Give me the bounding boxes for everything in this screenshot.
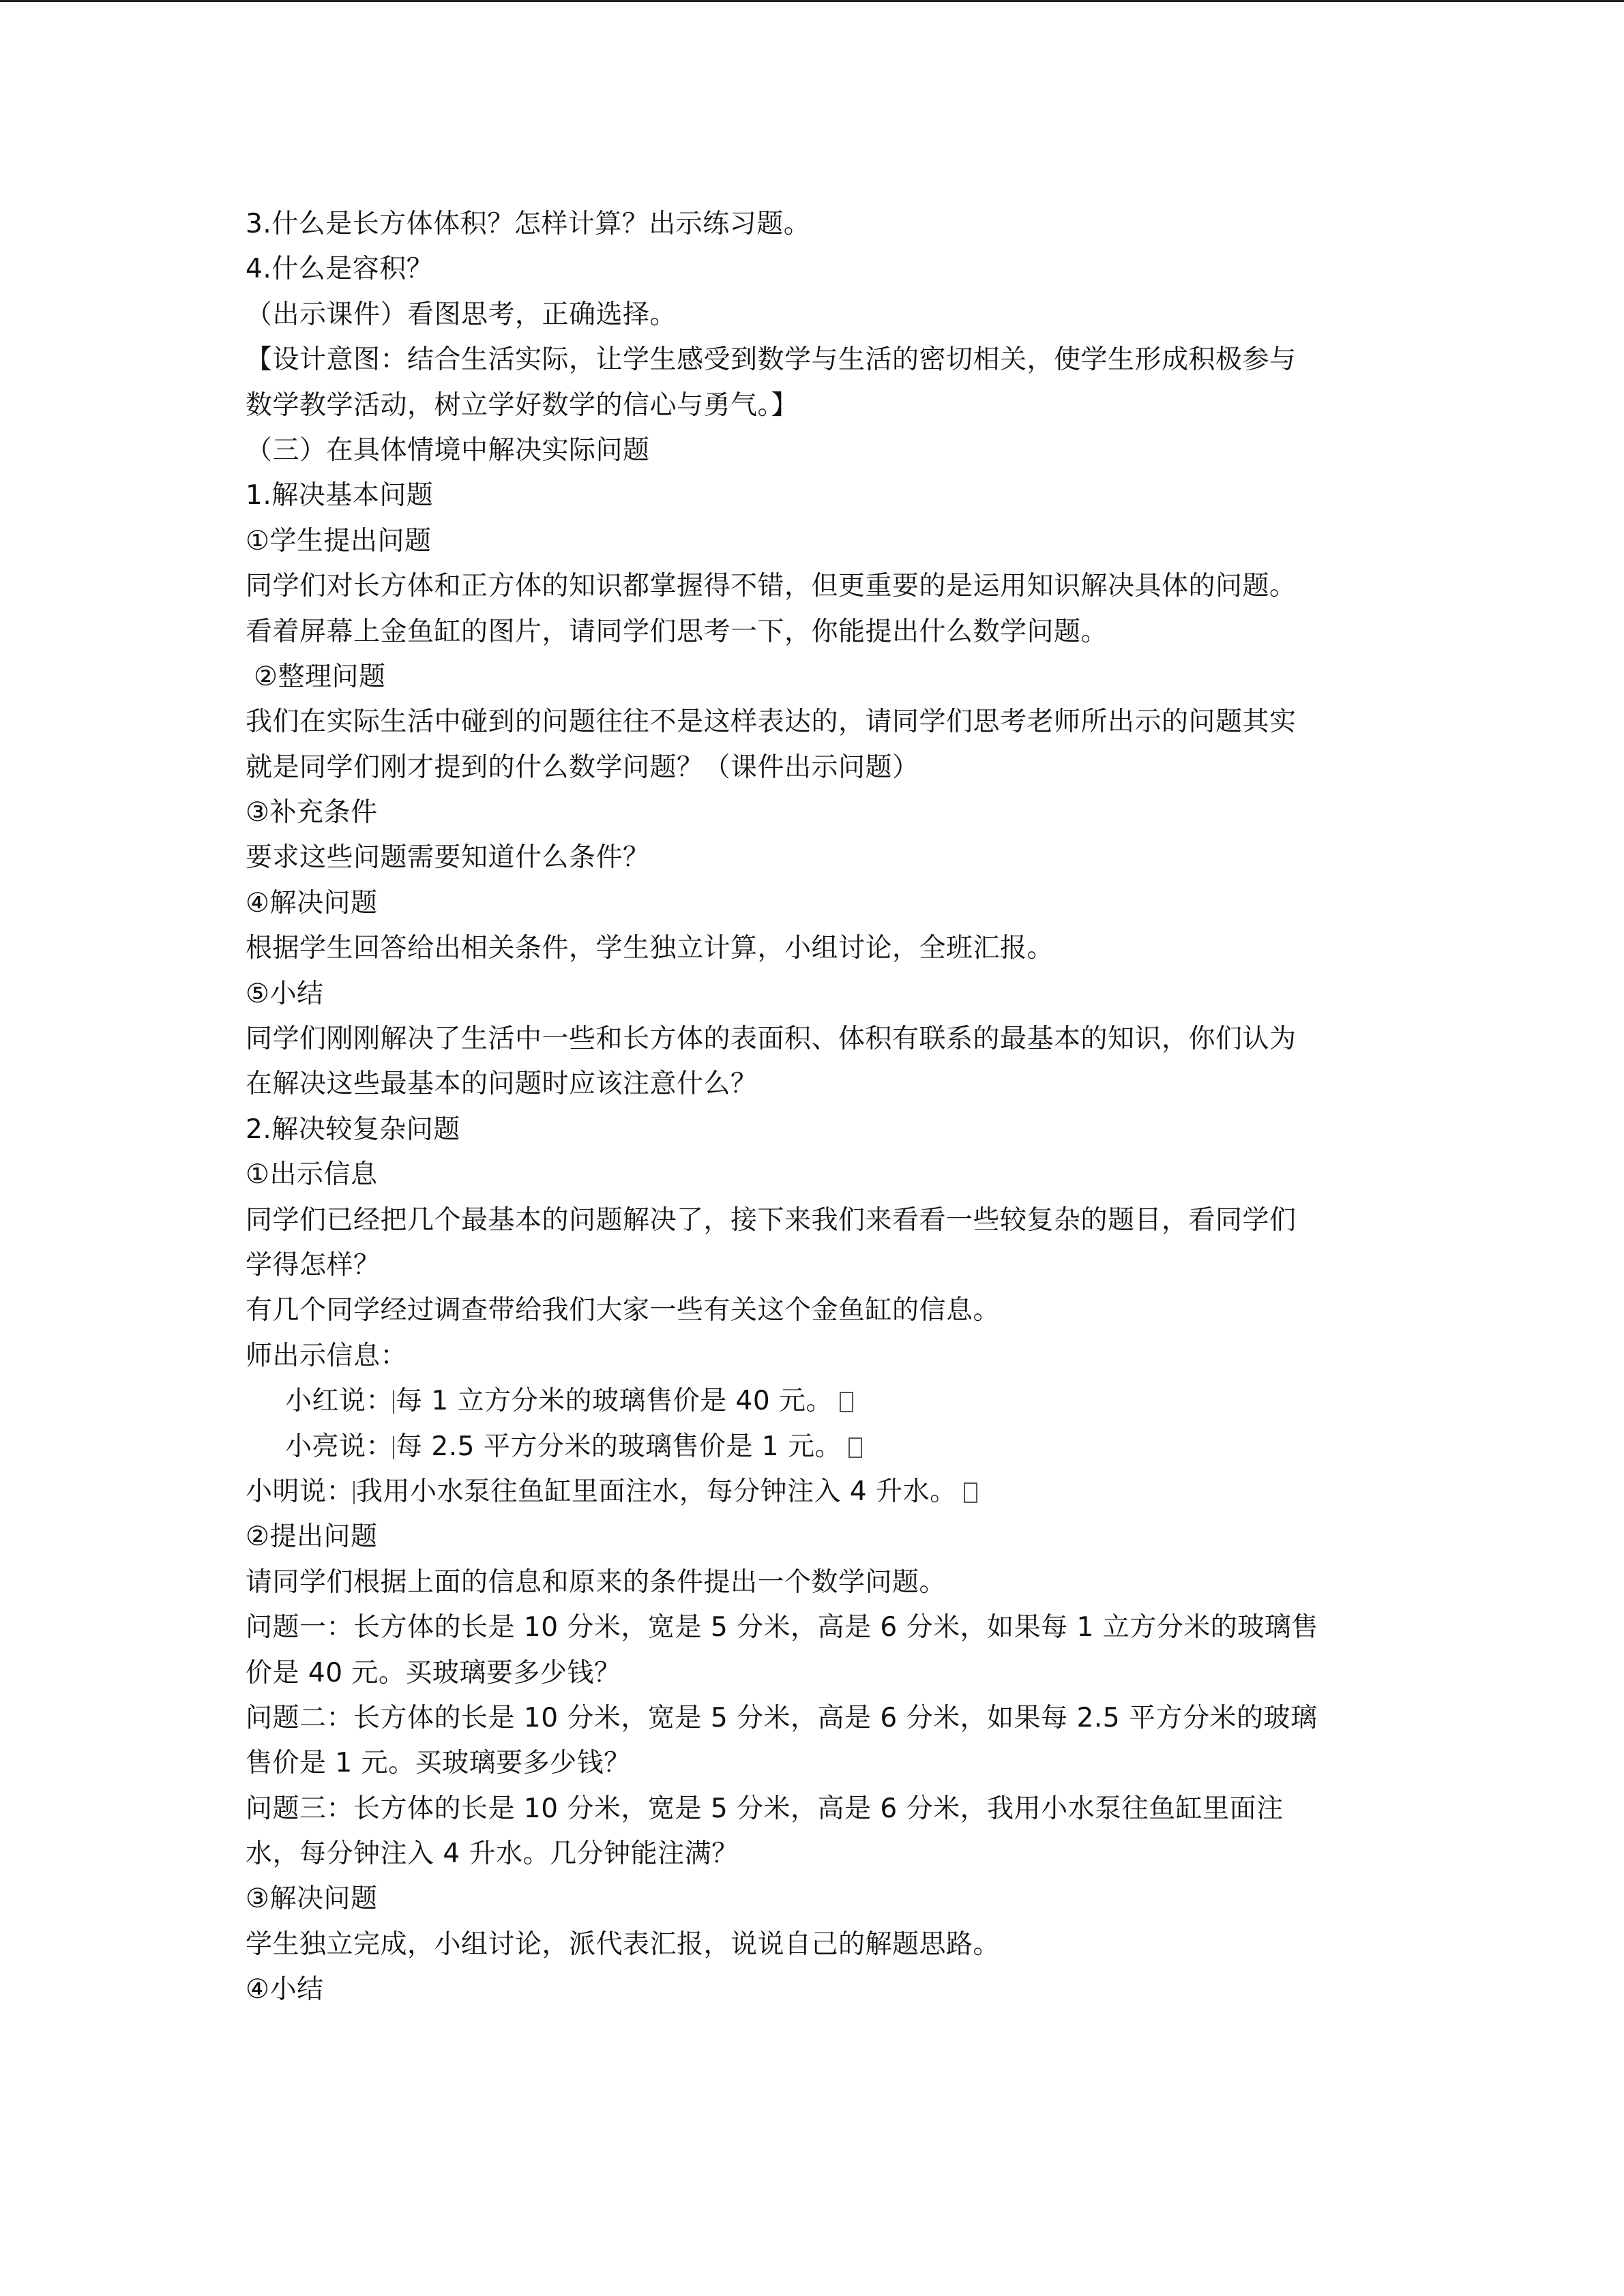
section-heading-3: （三）在具体情境中解决实际问题 (246, 434, 650, 466)
info-text: 每 2.5 平方分米的玻璃售价是 1 元。 (396, 1431, 842, 1462)
subheading-complex-problems: 2.解决较复杂问题 (246, 1114, 460, 1145)
design-intent-line-1: 【设计意图：结合生活实际，让学生感受到数学与生活的密切相关，使学生形成积极参与 (246, 344, 1297, 376)
paragraph-line: 就是同学们刚才提到的什么数学问题？（课件出示问题） (246, 751, 919, 783)
paragraph-line: 在解决这些最基本的问题时应该注意什么？ (246, 1069, 758, 1100)
paragraph-line: 要求这些问题需要知道什么条件？ (246, 842, 650, 874)
design-intent-line-2: 数学教学活动，树立学好数学的信心与勇气。】 (246, 389, 799, 421)
document-body (246, 202, 1378, 2013)
teacher-shows-info: 师出示信息： (246, 1340, 408, 1371)
step-1-show-info: ①出示信息 (246, 1159, 378, 1191)
step-3-solve: ③解决问题 (246, 1883, 378, 1915)
problem-1-line-2: 价是 40 元。买玻璃要多少钱？ (246, 1657, 621, 1688)
paragraph-line: 看着屏幕上金鱼缸的图片，请同学们思考一下，你能提出什么数学问题。 (246, 616, 1108, 647)
step-1-students-ask: ①学生提出问题 (246, 525, 432, 556)
problem-1-line-1: 问题一：长方体的长是 10 分米，宽是 5 分米，高是 6 分米，如果每 1 立方分米的玻璃售 (246, 1612, 1318, 1643)
info-xiaoming (246, 1470, 1378, 1515)
step-5-summary: ⑤小结 (246, 978, 324, 1009)
speaker-label: 小亮说： (285, 1431, 394, 1462)
subheading-basic-problems: 1.解决基本问题 (246, 480, 434, 511)
step-4-solve: ④解决问题 (246, 887, 378, 919)
problem-3-line-1: 问题三：长方体的长是 10 分米，宽是 5 分米，高是 6 分米，我用小水泵往鱼缸里面注 (246, 1793, 1284, 1824)
item-4-capacity-question: 4.什么是容积？ (246, 254, 434, 285)
missing-glyph-box (840, 1392, 853, 1412)
page-top-border (0, 0, 1624, 2)
text-marker-glyph (393, 1436, 394, 1459)
info-text: 每 1 立方分米的玻璃售价是 40 元。 (396, 1386, 833, 1417)
problem-2-line-2: 售价是 1 元。买玻璃要多少钱？ (246, 1748, 631, 1779)
paragraph-line: 同学们刚刚解决了生活中一些和长方体的表面积、体积有联系的最基本的知识，你们认为 (246, 1024, 1297, 1055)
paragraph-line: 请同学们根据上面的信息和原来的条件提出一个数学问题。 (246, 1566, 947, 1598)
step-2-raise-question: ②提出问题 (246, 1521, 378, 1553)
courseware-instruction: （出示课件）看图思考，正确选择。 (246, 299, 677, 330)
paragraph-line: 学生独立完成，小组讨论，派代表汇报，说说自己的解题思路。 (246, 1928, 1001, 1960)
text-marker-glyph (353, 1481, 355, 1504)
missing-glyph-box (848, 1437, 862, 1458)
paragraph-line: 根据学生回答给出相关条件，学生独立计算，小组讨论，全班汇报。 (246, 933, 1054, 964)
info-xiaoliang (246, 1425, 1378, 1470)
step-4-summary: ④小结 (246, 1974, 324, 2006)
paragraph-line: 同学们对长方体和正方体的知识都掌握得不错，但更重要的是运用知识解决具体的问题。 (246, 571, 1297, 602)
speaker-label: 小明说： (246, 1476, 354, 1507)
item-3-volume-question: 3.什么是长方体体积？怎样计算？出示练习题。 (246, 209, 811, 239)
paragraph-line: 有几个同学经过调查带给我们大家一些有关这个金鱼缸的信息。 (246, 1295, 1001, 1326)
text-marker-glyph (393, 1390, 394, 1414)
speaker-label: 小红说： (285, 1386, 394, 1417)
step-3-conditions: ③补充条件 (246, 797, 378, 829)
missing-glyph-box (964, 1482, 977, 1503)
problem-2-line-1: 问题二：长方体的长是 10 分米，宽是 5 分米，高是 6 分米，如果每 2.5 平方分米的玻璃 (246, 1702, 1318, 1733)
paragraph-line: 同学们已经把几个最基本的问题解决了，接下来我们来看看一些较复杂的题目，看同学们 (246, 1204, 1297, 1236)
info-xiaohong (246, 1379, 1378, 1424)
paragraph-line: 学得怎样？ (246, 1249, 381, 1281)
info-text: 我用小水泵往鱼缸里面注水，每分钟注入 4 升水。 (356, 1476, 957, 1507)
paragraph-line: 我们在实际生活中碰到的问题往往不是这样表达的，请同学们思考老师所出示的问题其实 (246, 706, 1297, 738)
problem-3-line-2: 水，每分钟注入 4 升水。几分钟能注满？ (246, 1838, 739, 1870)
step-2-organize: ②整理问题 (254, 661, 386, 692)
